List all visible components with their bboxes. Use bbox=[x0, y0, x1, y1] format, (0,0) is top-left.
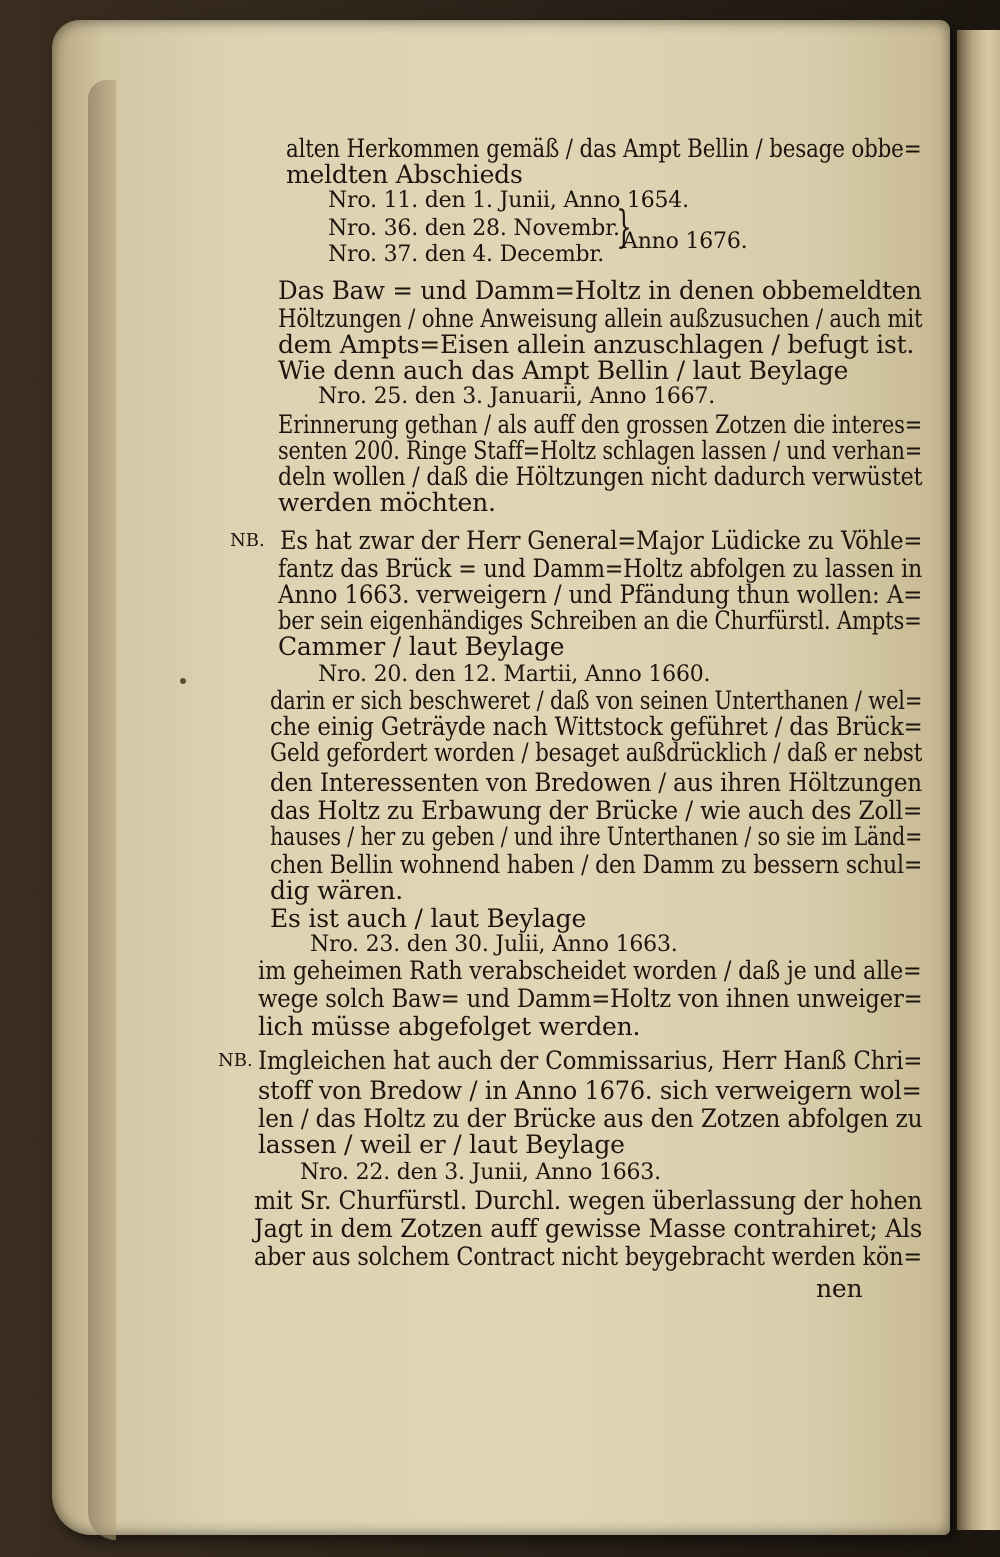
reference-line-nro-37: Nro. 37. den 4. Decembr. bbox=[328, 242, 605, 267]
text-line-18: Geld gefordert worden / besaget außdrücklich / daß er nebst bbox=[270, 738, 923, 767]
text-line-1: alten Herkommen gemäß / das Ampt Bellin / besage obbe= bbox=[286, 134, 922, 163]
text-line-16: darin er sich beschweret / daß von seinen Unterthanen / wel= bbox=[270, 686, 923, 715]
text-line-31: lassen / weil er / laut Beylage bbox=[258, 1130, 625, 1159]
reference-line-nro-23: Nro. 23. den 30. Julii, Anno 1663. bbox=[310, 932, 678, 957]
nota-bene-marker: NB. bbox=[218, 1050, 253, 1071]
text-line-20: das Holtz zu Erbawung der Brücke / wie auch des Zoll= bbox=[270, 796, 923, 825]
book-page bbox=[52, 20, 950, 1535]
text-line-27: lich müsse abgefolget werden. bbox=[258, 1012, 641, 1041]
reference-line-nro-25: Nro. 25. den 3. Januarii, Anno 1667. bbox=[318, 384, 716, 409]
text-line-30: len / das Holtz zu der Brücke aus den Zotzen abfolgen zu bbox=[258, 1104, 923, 1133]
text-line-34: aber aus solchem Contract nicht beygebracht werden kön= bbox=[254, 1242, 922, 1271]
text-line-6: Wie denn auch das Ampt Bellin / laut Beylage bbox=[278, 356, 849, 385]
text-line-2: meldten Abschieds bbox=[286, 160, 523, 189]
reference-line-nro-22: Nro. 22. den 3. Junii, Anno 1663. bbox=[300, 1160, 661, 1185]
text-line-3: Das Baw = und Damm=Holtz in denen obbemeldten bbox=[278, 276, 922, 305]
text-line-22: chen Bellin wohnend haben / den Damm zu bessern schul= bbox=[270, 850, 923, 879]
reference-line-nro-36: Nro. 36. den 28. Novembr. bbox=[328, 216, 620, 241]
text-line-15: Cammer / laut Beylage bbox=[278, 632, 565, 661]
text-line-12: fantz das Brück = und Damm=Holtz abfolgen zu lassen in bbox=[278, 554, 923, 583]
text-line-4: Höltzungen / ohne Anweisung allein außzusuchen / auch mit bbox=[278, 304, 923, 333]
catchword: nen bbox=[816, 1274, 863, 1303]
text-line-29: stoff von Bredow / in Anno 1676. sich verweigern wol= bbox=[258, 1076, 922, 1105]
curly-brace: } bbox=[616, 202, 632, 253]
text-line-11: Es hat zwar der Herr General=Major Lüdicke zu Vöhle= bbox=[280, 526, 923, 555]
nota-bene-marker: NB. bbox=[230, 530, 265, 551]
text-line-8: senten 200. Ringe Staff=Holtz schlagen lassen / und verhan= bbox=[278, 436, 923, 465]
text-line-7: Erinnerung gethan / als auff den grossen Zotzen die interes= bbox=[278, 410, 923, 439]
text-line-5: dem Ampts=Eisen allein anzuschlagen / befugt ist. bbox=[278, 330, 915, 359]
text-line-25: im geheimen Rath verabscheidet worden / daß je und alle= bbox=[258, 956, 922, 985]
text-line-28: Imgleichen hat auch der Commissarius, Herr Hanß Chri= bbox=[258, 1046, 923, 1075]
ink-spot bbox=[180, 678, 186, 684]
text-line-10: werden möchten. bbox=[278, 488, 496, 517]
text-line-19: den Interessenten von Bredowen / aus ihren Höltzungen bbox=[270, 768, 922, 797]
text-line-14: ber sein eigenhändiges Schreiben an die Churfürstl. Ampts= bbox=[278, 606, 922, 635]
text-line-21: hauses / her zu geben / und ihre Unterthanen / so sie im Länd= bbox=[270, 822, 923, 851]
reference-line-nro-11: Nro. 11. den 1. Junii, Anno 1654. bbox=[328, 188, 689, 213]
text-line-9: deln wollen / daß die Höltzungen nicht dadurch verwüstet bbox=[278, 462, 923, 491]
text-line-17: che einig Geträyde nach Wittstock geführet / das Brück= bbox=[270, 712, 923, 741]
text-line-33: Jagt in dem Zotzen auff gewisse Masse contrahiret; Als bbox=[254, 1214, 923, 1243]
text-line-23: dig wären. bbox=[270, 876, 404, 905]
facing-page-edge bbox=[955, 30, 1000, 1530]
text-line-32: mit Sr. Churfürstl. Durchl. wegen überlassung der hohen bbox=[254, 1186, 923, 1215]
reference-anno-1676: Anno 1676. bbox=[622, 229, 748, 254]
text-line-26: wege solch Baw= und Damm=Holtz von ihnen unweiger= bbox=[258, 984, 923, 1013]
text-line-24: Es ist auch / laut Beylage bbox=[270, 904, 587, 933]
text-line-13: Anno 1663. verweigern / und Pfändung thun wollen: A= bbox=[278, 580, 923, 609]
page-stack-edge bbox=[88, 80, 116, 1540]
reference-line-nro-20: Nro. 20. den 12. Martii, Anno 1660. bbox=[318, 662, 711, 687]
